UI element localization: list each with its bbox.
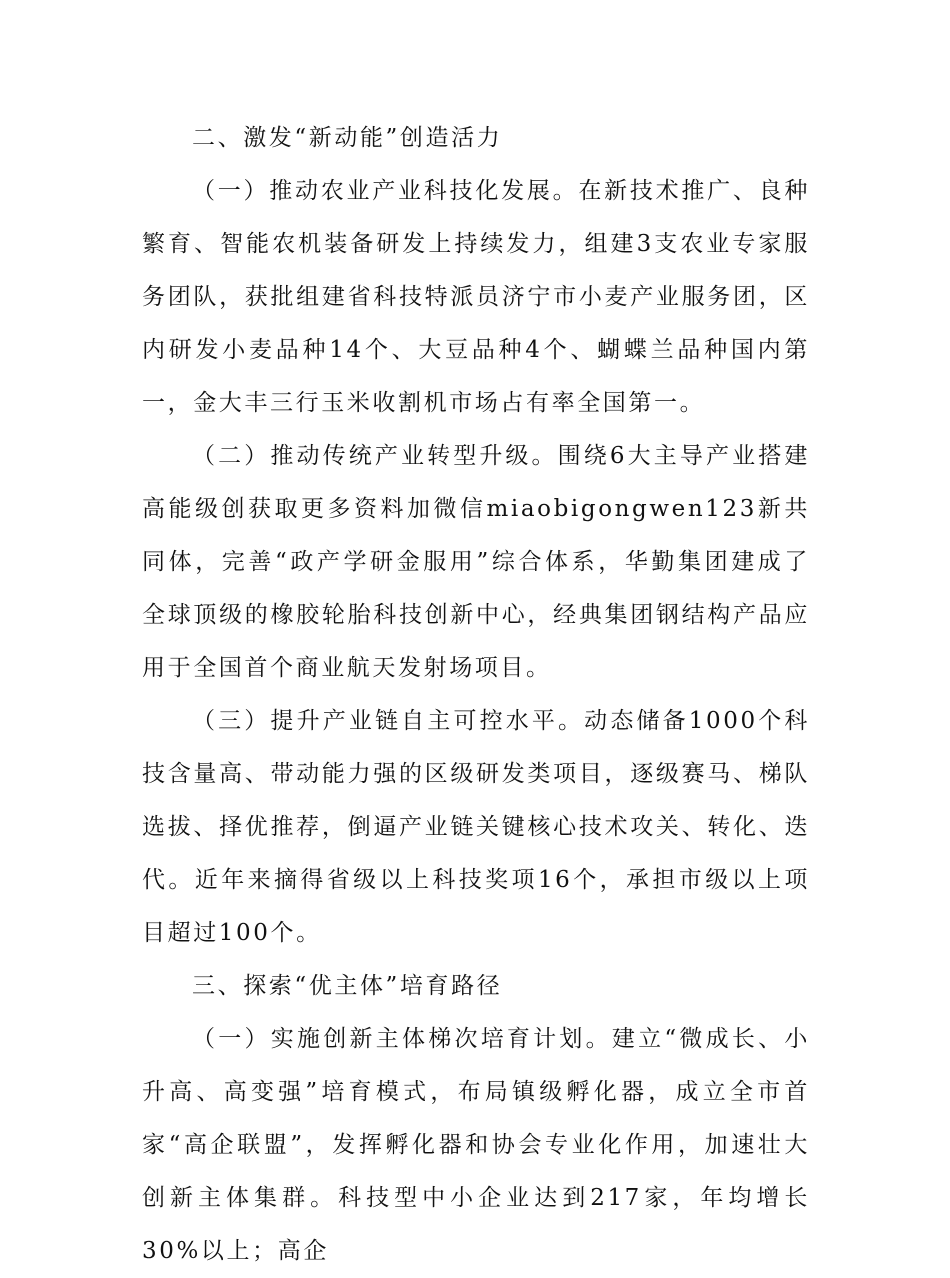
paragraph-3-1: （一）实施创新主体梯次培育计划。建立“微成长、小升高、高变强”培育模式，布局镇级孵化器，成立全市首家“高企联盟”，发挥孵化器和协会专业化作用，加速壮大创新主体集群。科技型中小企业达到217家，年均增长30%以上；高企	[142, 1026, 810, 1264]
section-heading-3: 三、探索“优主体”培育路径	[192, 973, 503, 999]
paragraph-2-3: （三）提升产业链自主可控水平。动态储备1000个科技含量高、带动能力强的区级研发类项目，逐级赛马、梯队选拔、择优推荐，倒逼产业链关键核心技术攻关、转化、迭代。近年来摘得省级以上科技奖项16个，承担市级以上项目超过100个。	[142, 708, 810, 946]
paragraph-2-2: （二）推动传统产业转型升级。围绕6大主导产业搭建高能级创获取更多资料加微信miaobigongwen123新共同体，完善“政产学研金服用”综合体系，华勤集团建成了全球顶级的橡胶轮胎科技创新中心，经典集团钢结构产品应用于全国首个商业航天发射场项目。	[142, 443, 810, 681]
section-heading-2: 二、激发“新动能”创造活力	[192, 125, 503, 151]
paragraph-2-1: （一）推动农业产业科技化发展。在新技术推广、良种繁育、智能农机装备研发上持续发力，组建3支农业专家服务团队，获批组建省科技特派员济宁市小麦产业服务团，区内研发小麦品种14个、大豆品种4个、蝴蝶兰品种国内第一，金大丰三行玉米收割机市场占有率全国第一。	[142, 178, 810, 416]
document-body	[142, 112, 810, 1278]
